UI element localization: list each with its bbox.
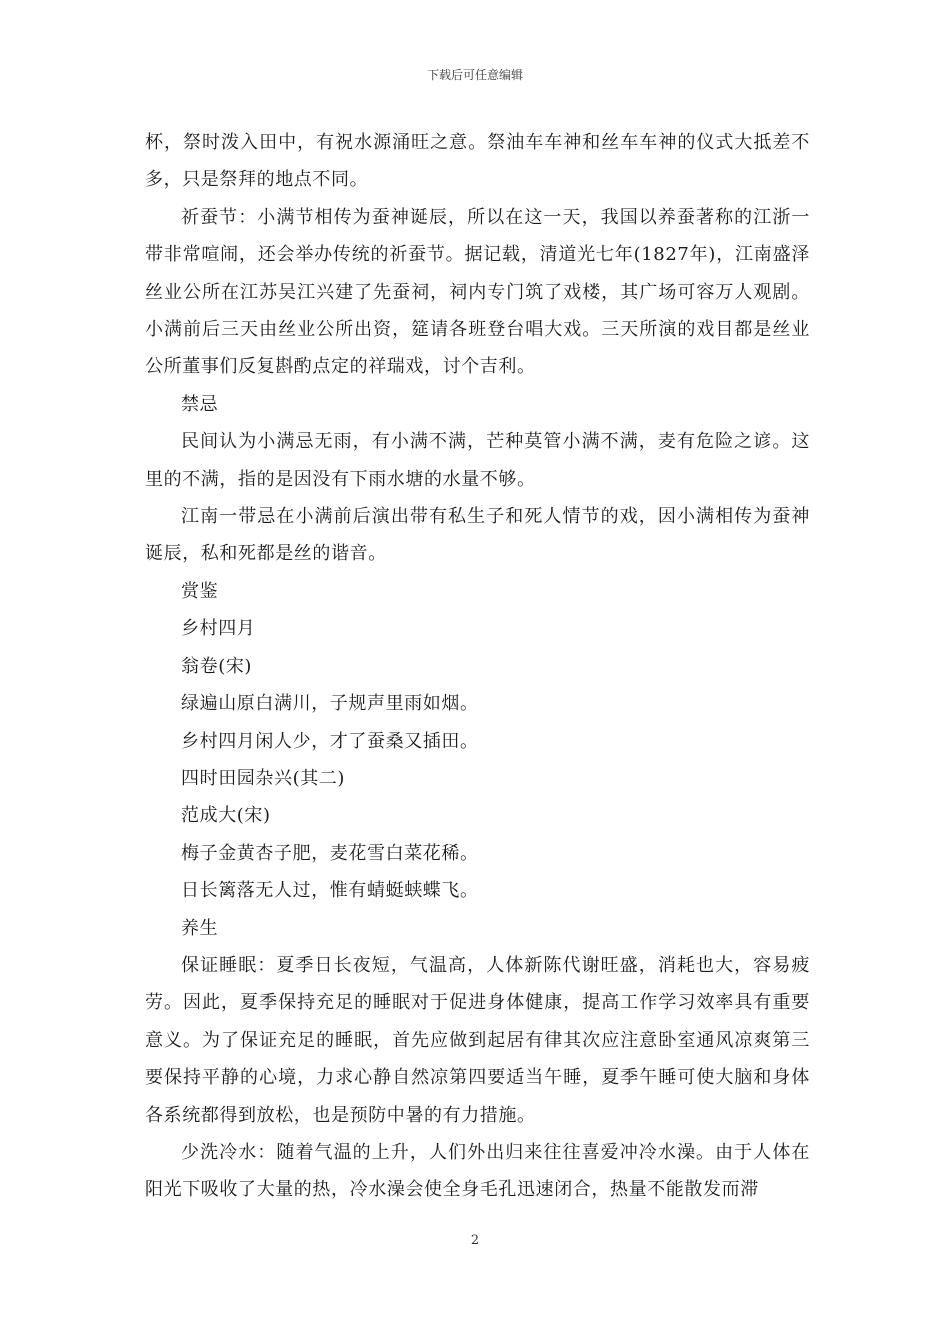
- paragraph-taboo-opera: 江南一带忌在小满前后演出带有私生子和死人情节的戏，因小满相传为蚕神诞辰，私和死都是丝的谐音。: [145, 506, 810, 565]
- section-heading-appreciation: 赏鉴: [181, 580, 219, 602]
- paragraph-sacrifice-continued: 杯，祭时泼入田中，有祝水源涌旺之意。祭油车车神和丝车车神的仪式大抵差不多，只是祭拜的地点不同。: [145, 132, 810, 191]
- poem-line: 乡村四月闲人少，才了蚕桑又插田。: [181, 730, 479, 752]
- paragraph-sleep: 保证睡眠：夏季日长夜短，气温高，人体新陈代谢旺盛，消耗也大，容易疲劳。因此，夏季保持充足的睡眠对于促进身体健康，提高工作学习效率具有重要意义。为了保证充足的睡眠，首先应做到起居有律其次应注意卧室通风凉爽第三要保持平静的心境，力求心静自然凉第四要适当午睡，夏季午睡可使大脑和身体各系统都得到放松，也是预防中暑的有力措施。: [145, 954, 810, 1126]
- section-heading-taboo: 禁忌: [181, 393, 219, 415]
- poem-line: 绿遍山原白满川，子规声里雨如烟。: [181, 693, 479, 715]
- page-header: 下载后可任意编辑: [426, 68, 523, 82]
- section-heading-health: 养生: [181, 917, 219, 939]
- poem-author-1: 翁卷(宋): [181, 655, 253, 677]
- poem-line: 日长篱落无人过，惟有蜻蜓蛱蝶飞。: [181, 880, 479, 902]
- paragraph-taboo-rain: 民间认为小满忌无雨，有小满不满，芒种莫管小满不满，麦有危险之谚。这里的不满，指的是因没有下雨水塘的水量不够。: [145, 431, 810, 490]
- paragraph-silkworm-festival: 祈蚕节：小满节相传为蚕神诞辰，所以在这一天，我国以养蚕著称的江浙一带非常喧闹，还会举办传统的祈蚕节。据记载，清道光七年(1827年)，江南盛泽丝业公所在江苏吴江兴建了先蚕祠，祠内专门筑了戏楼，其广场可容万人观剧。小满前后三天由丝业公所出资，筵请各班登台唱大戏。三天所演的戏目都是丝业公所董事们反复斟酌点定的祥瑞戏，讨个吉利。: [145, 206, 810, 378]
- page-number: 2: [470, 1233, 480, 1248]
- poem-line: 梅子金黄杏子肥，麦花雪白菜花稀。: [181, 842, 479, 864]
- document-body: [145, 124, 810, 1209]
- poem-author-2: 范成大(宋): [181, 805, 271, 827]
- poem-title-1: 乡村四月: [181, 618, 256, 640]
- paragraph-cold-water: 少洗冷水：随着气温的上升，人们外出归来往往喜爱冲冷水澡。由于人体在阳光下吸收了大量的热，冷水澡会使全身毛孔迅速闭合，热量不能散发而滞: [145, 1141, 810, 1201]
- poem-title-2: 四时田园杂兴(其二): [181, 767, 346, 789]
